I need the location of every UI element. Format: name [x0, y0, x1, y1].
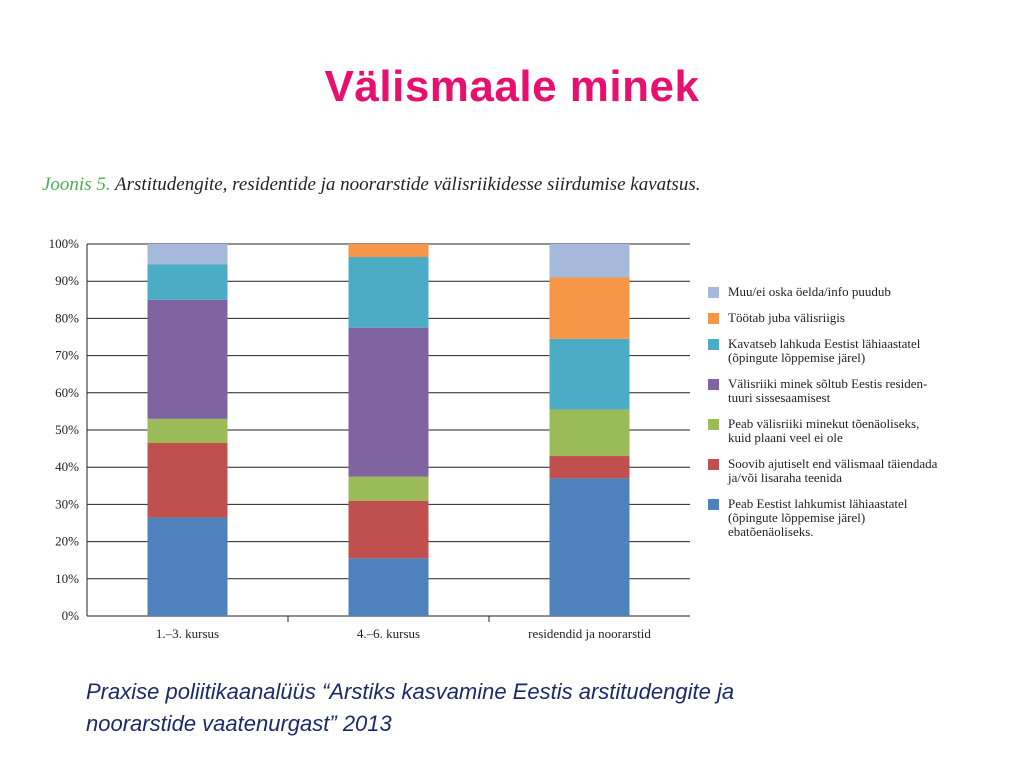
bar-segment [148, 264, 228, 299]
figure-label: Joonis 5. [42, 174, 111, 195]
bar-segment [148, 443, 228, 517]
legend-item [708, 377, 998, 405]
legend-item [708, 457, 998, 485]
y-tick-label: 50% [55, 422, 79, 437]
legend-swatch [708, 419, 719, 430]
bar-segment [550, 456, 630, 478]
legend-label: Töötab juba välisriigis [728, 310, 845, 325]
x-category-label: residendid ja noorarstid [528, 626, 651, 641]
legend-swatch [708, 379, 719, 390]
bar-segment [148, 517, 228, 616]
legend-swatch [708, 313, 719, 324]
chart-legend [708, 285, 998, 551]
bar-segment [349, 501, 429, 559]
legend-swatch [708, 287, 719, 298]
y-tick-label: 30% [55, 496, 79, 512]
bar-segment [349, 558, 429, 616]
bar-segment [349, 244, 429, 257]
bar-segment [550, 277, 630, 338]
bar-segment [148, 244, 228, 264]
slide-title: Välismaale minek [324, 62, 700, 111]
legend-swatch [708, 499, 719, 510]
legend-item [708, 417, 998, 445]
bar-segment [550, 478, 630, 616]
bar-segment [349, 257, 429, 328]
legend-label: Kavatseb lahkuda Eestist lähiaastatel [728, 336, 921, 351]
legend-item [708, 285, 998, 299]
legend-item [708, 337, 998, 365]
bar-segment [148, 300, 228, 419]
y-tick-label: 20% [55, 533, 79, 549]
legend-item [708, 497, 998, 539]
legend-label: Muu/ei oska öelda/info puudub [728, 284, 891, 299]
bar-segment [550, 244, 630, 277]
legend-label: ja/või lisaraha teenida [728, 470, 843, 485]
bar-segment [349, 477, 429, 501]
y-tick-label: 60% [55, 384, 79, 400]
bar-segment [550, 339, 630, 410]
legend-label: Peab Eestist lahkumist lähiaastatel [728, 496, 908, 511]
legend-label: tuuri sissesaamisest [728, 390, 831, 405]
bar-segment [148, 419, 228, 443]
y-tick-label: 70% [55, 347, 79, 363]
legend-label: ebatõenäoliseks. [728, 524, 814, 539]
y-tick-label: 100% [48, 236, 79, 251]
legend-label: Peab välisriiki minekut tõenäoliseks, [728, 416, 920, 431]
legend-label: Soovib ajutiselt end välismaal täiendada [728, 456, 938, 471]
legend-label: kuid plaani veel ei ole [728, 430, 843, 445]
legend-swatch [708, 459, 719, 470]
x-category-label: 4.–6. kursus [356, 626, 421, 641]
legend-label: (õpingute lõppemise järel) [728, 510, 866, 525]
bar-segment [550, 410, 630, 457]
source-line-1: Praxise poliitikaanalüüs “Arstiks kasvamine Eestis arstitudengite ja [86, 679, 735, 704]
legend-label: (õpingute lõppemise järel) [728, 350, 866, 365]
figure-title: Arstitudengite, residentide ja noorarstide välisriikidesse siirdumise kavatsus. [115, 174, 701, 195]
source-citation [86, 676, 966, 740]
y-tick-label: 40% [55, 459, 79, 475]
y-tick-label: 0% [61, 608, 79, 623]
bar-segment [349, 328, 429, 477]
legend-label: Välisriiki minek sõltub Eestis residen- [728, 376, 928, 391]
legend-item [708, 311, 998, 325]
legend-swatch [708, 339, 719, 350]
y-tick-label: 90% [55, 273, 79, 289]
y-tick-label: 80% [55, 310, 79, 326]
y-tick-label: 10% [55, 570, 79, 586]
source-line-2: noorarstide vaatenurgast” 2013 [86, 711, 392, 736]
x-category-label: 1.–3. kursus [155, 626, 220, 641]
